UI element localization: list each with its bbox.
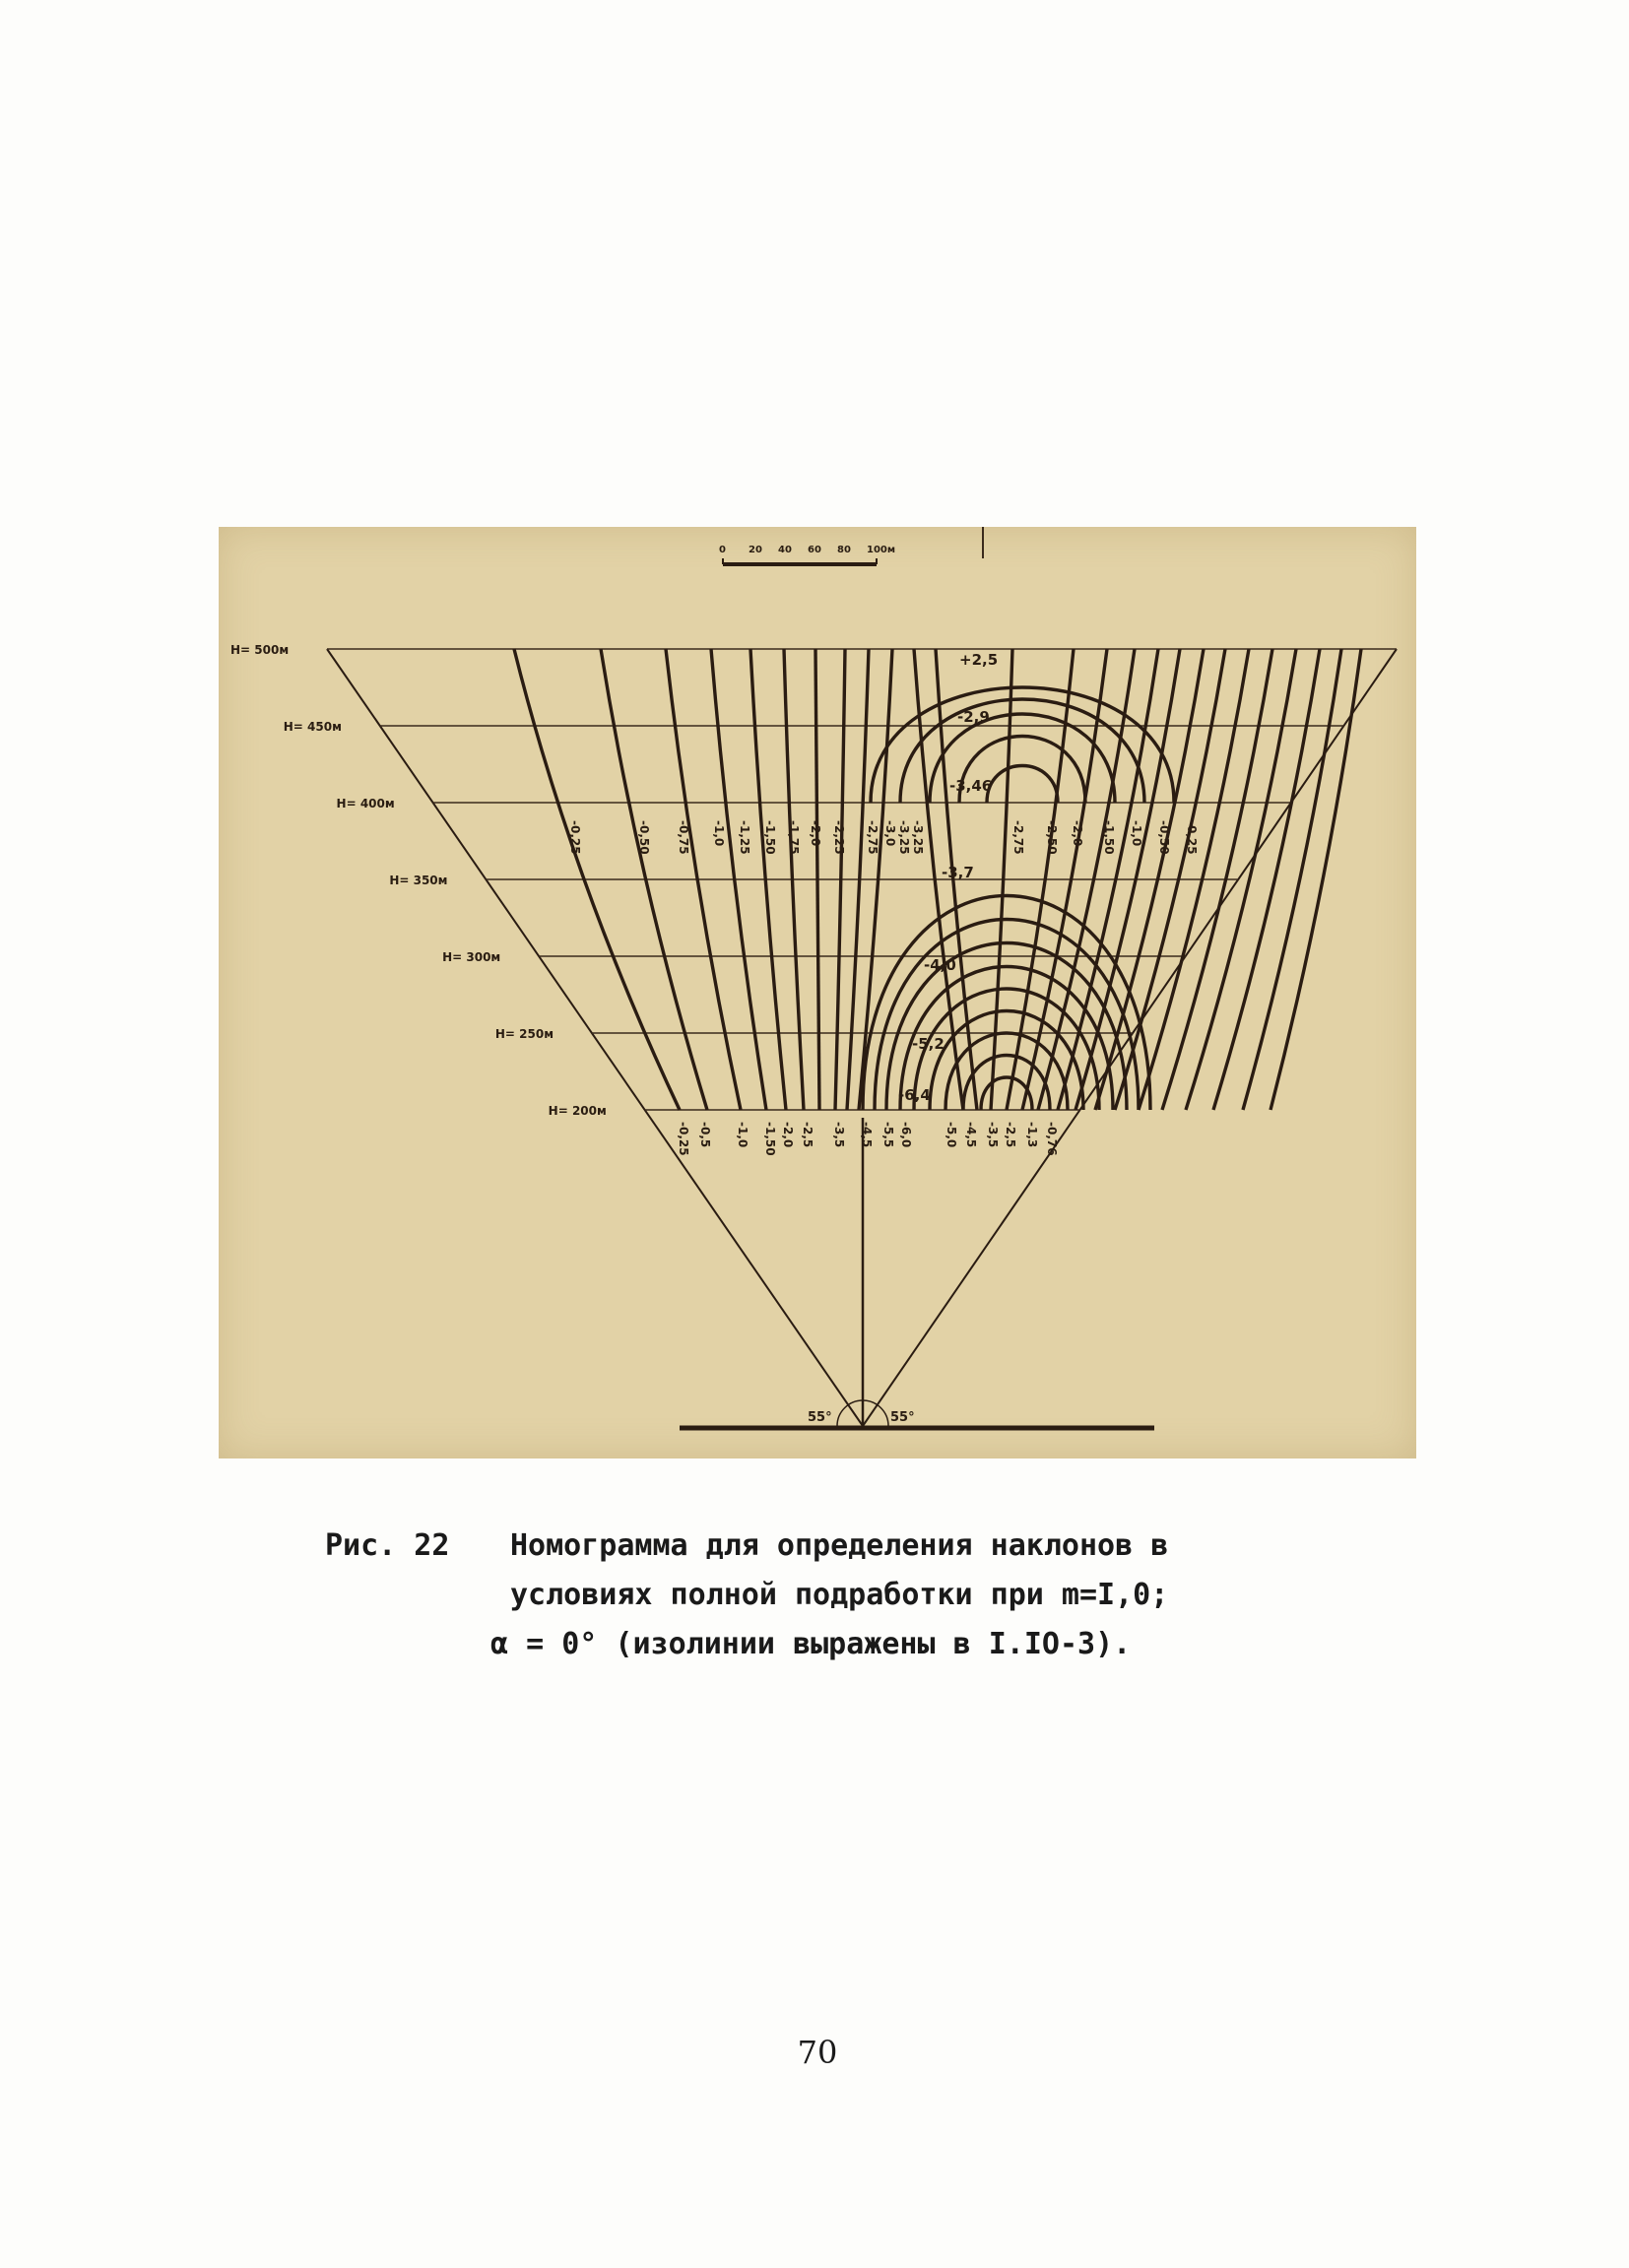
depth-label: H= 400м [336,797,395,810]
lower-isoline-label: -1,3 [1025,1122,1039,1148]
lower-isoline-label: -1,0 [736,1122,749,1148]
upper-isoline-label: -2,75 [866,820,880,855]
isoline [1243,649,1341,1110]
scale-label: 100м [867,545,896,555]
depth-label: H= 200м [548,1104,607,1118]
upper-isoline-label: -2,75 [1011,820,1025,855]
upper-isoline-label: -2,0 [809,820,822,847]
isoline [815,649,819,1110]
upper-isoline-label: -0,25 [1185,820,1199,855]
upper-isoline-label: -1,0 [1130,820,1143,847]
lower-isoline-label: -2,5 [1004,1122,1017,1148]
nomogram-figure [219,527,1416,1458]
depth-label: H= 250м [494,1027,554,1041]
closed-isoline-label: -3,7 [942,864,974,881]
right-angle-label: 55° [890,1410,915,1425]
lower-isoline-label: -3,5 [832,1122,846,1148]
scale-label: 80 [837,545,851,555]
left-angle-label: 55° [808,1410,832,1425]
upper-isoline-label: -0,75 [677,820,690,855]
lower-isoline-label: -0,25 [677,1122,690,1156]
closed-isoline-label: -5,2 [912,1035,945,1053]
upper-isoline-label: -0,50 [1157,820,1171,855]
upper-isoline-label: -2,50 [1045,820,1059,855]
outer-frame [327,649,1397,1428]
depth-label: H= 350м [389,874,448,887]
closed-isoline-label: -6,4 [898,1086,931,1104]
lower-isoline-label: -0,76 [1045,1122,1059,1156]
scale-label: 0 [719,545,726,555]
upper-isoline-label: -3,25 [911,820,925,855]
closed-isoline-label: -2,9 [957,708,990,726]
closed-isoline-label: +2,5 [959,651,999,669]
lower-isoline-label: -2,5 [801,1122,814,1148]
upper-isoline-label: -1,25 [738,820,751,855]
scale-label: 40 [778,545,792,555]
caption-line-2: условиях полной подработки при m=I,0; [510,1578,1169,1612]
upper-isoline-label: -0,25 [568,820,582,855]
page-number: 70 [797,2034,838,2071]
closed-isoline-label: -4,0 [924,956,956,974]
upper-isoline-label: -1,0 [712,820,726,847]
upper-isoline-label: -2,0 [1071,820,1084,847]
lower-isoline-label: -0,5 [698,1122,712,1148]
caption-prefix: Рис. 22 [325,1528,450,1563]
scale-label: 20 [749,545,762,555]
lower-isoline-label: -1,50 [763,1122,777,1156]
caption-line-3: α = 0° (изолинии выражены в I.IO-3). [490,1627,1132,1661]
upper-isoline-label: -3,25 [897,820,911,855]
closed-isoline [987,766,1058,804]
upper-isoline-label: -0,50 [637,820,651,855]
lower-isoline-label: -4,5 [964,1122,978,1148]
upper-isoline-label: -1,50 [763,820,777,855]
upper-isoline-label: -1,50 [1102,820,1116,855]
scale-label: 60 [808,545,821,555]
upper-isoline-label: -3,0 [883,820,897,847]
lower-isoline-label: -5,5 [881,1122,895,1148]
upper-isoline-label: -1,75 [787,820,801,855]
nomogram-drawing [219,527,1416,1458]
scale-bar [723,558,877,564]
lower-isoline-label: -2,0 [781,1122,795,1148]
upper-isoline-label: -2,25 [832,820,846,855]
lower-isoline-label: -3,5 [986,1122,1000,1148]
caption-line-1: Номограмма для определения наклонов в [510,1528,1169,1563]
lower-isoline-label: -6,0 [899,1122,913,1148]
depth-label: H= 300м [442,950,501,964]
depth-label: H= 500м [230,643,290,657]
closed-isoline-label: -3,46 [949,777,993,795]
lower-isoline-label: -4,5 [860,1122,874,1148]
lower-isoline-label: -5,0 [945,1122,958,1148]
depth-label: H= 450м [283,720,342,734]
